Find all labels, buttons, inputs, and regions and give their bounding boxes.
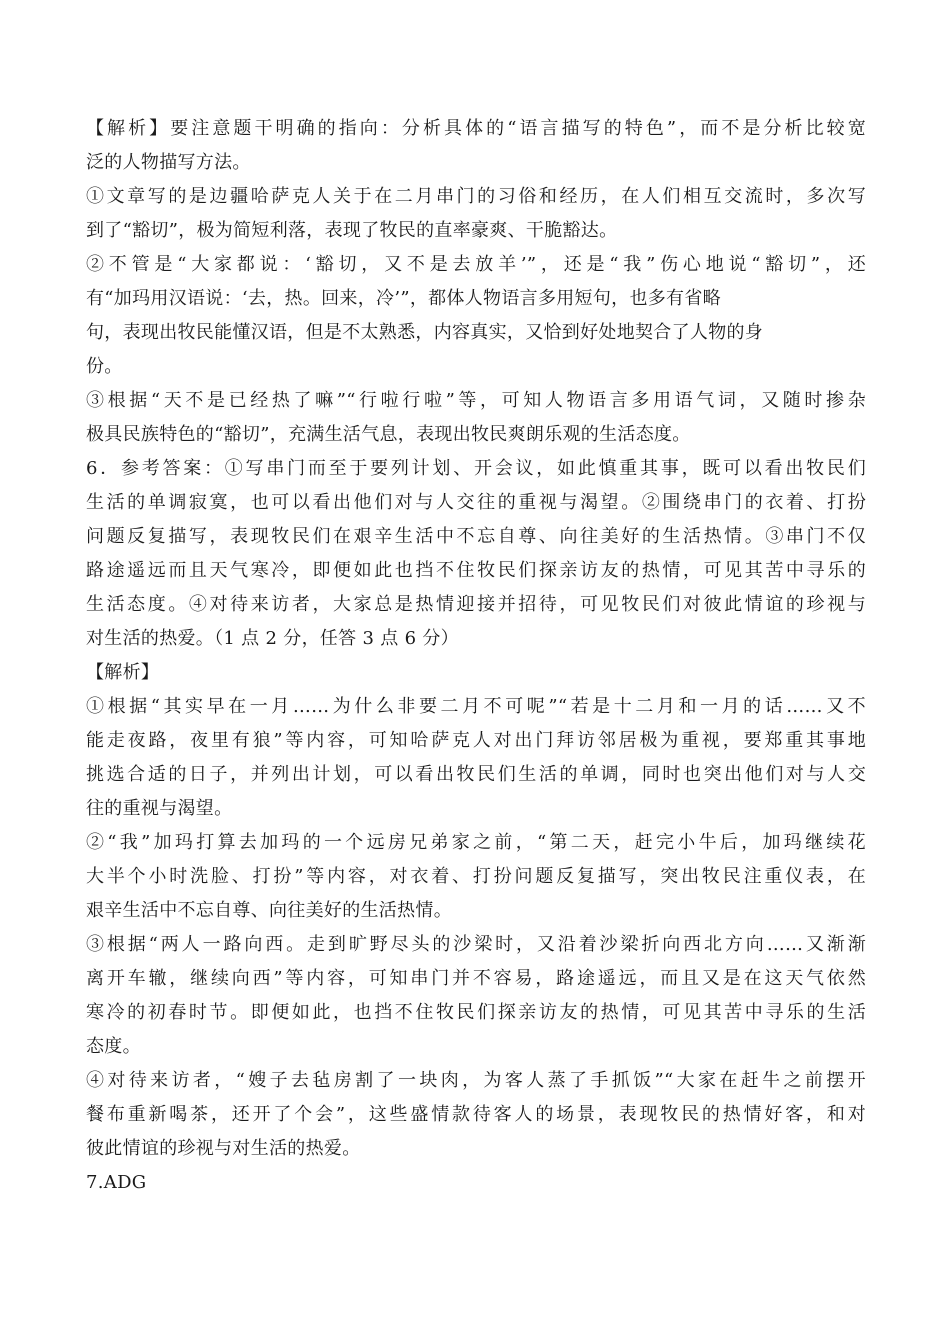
text-line: ②“我”加玛打算去加玛的一个远房兄弟家之前，“第二天，赶完小牛后，加玛继续花 [86, 832, 866, 853]
text-line: ①根据“其实早在一月……为什么非要二月不可呢”“若是十二月和一月的话……又不 [86, 696, 866, 717]
text-line: ②不管是“大家都说：‘豁切，又不是去放羊’”，还是“我”伤心地说“豁切”，还 [86, 254, 866, 275]
text-line: 往的重视与渴望。 [86, 798, 233, 819]
text-line: 离开车辙，继续向西”等内容，可知串门并不容易，路途遥远，而且又是在这天气依然 [86, 968, 866, 989]
text-line: 7.ADG [86, 1172, 147, 1193]
text-line: 挑选合适的日子，并列出计划，可以看出牧民们生活的单调，同时也突出他们对与人交 [86, 764, 866, 785]
text-line: 餐布重新喝茶，还开了个会”，这些盛情款待客人的场景，表现牧民的热情好客，和对 [86, 1104, 866, 1125]
text-line: 份。 [86, 356, 123, 377]
text-line: 大半个小时洗脸、打扮”等内容，对衣着、打扮问题反复描写，突出牧民注重仪表，在 [86, 866, 866, 887]
text-line: 态度。 [86, 1036, 141, 1057]
text-line: ④对待来访者，“嫂子去毡房割了一块肉，为客人蒸了手抓饭”“大家在赶牛之前摆开 [86, 1070, 866, 1091]
text-line: 【解析】 [86, 662, 160, 683]
text-line: 句，表现出牧民能懂汉语，但是不太熟悉，内容真实，又恰到好处地契合了人物的身 [86, 322, 764, 343]
text-line: 对生活的热爱。（1 点 2 分，任答 3 点 6 分） [86, 628, 459, 649]
text-line: 能走夜路，夜里有狼”等内容，可知哈萨克人对出门拜访邻居极为重视，要郑重其事地 [86, 730, 866, 751]
text-line: 极具民族特色的“豁切”，充满生活气息，表现出牧民爽朗乐观的生活态度。 [86, 424, 691, 445]
text-line: ③根据“两人一路向西。走到旷野尽头的沙梁时，又沿着沙梁折向西北方向……又渐渐 [86, 934, 866, 955]
text-line: 到了“豁切”，极为简短利落，表现了牧民的直率豪爽、干脆豁达。 [86, 220, 618, 241]
text-line: 6．参考答案：①写串门而至于要列计划、开会议，如此慎重其事，既可以看出牧民们 [86, 458, 866, 479]
text-line: 生活的单调寂寞，也可以看出他们对与人交往的重视与渴望。②围绕串门的衣着、打扮 [86, 492, 866, 513]
text-line: ①文章写的是边疆哈萨克人关于在二月串门的习俗和经历，在人们相互交流时，多次写 [86, 186, 866, 207]
document-body [86, 112, 866, 1200]
text-line: 彼此情谊的珍视与对生活的热爱。 [86, 1138, 361, 1159]
text-line: 路途遥远而且天气寒冷，即便如此也挡不住牧民们探亲访友的热情，可见其苦中寻乐的 [86, 560, 866, 581]
text-line: 艰辛生活中不忘自尊、向往美好的生活热情。 [86, 900, 452, 921]
text-line: 寒冷的初春时节。即便如此，也挡不住牧民们探亲访友的热情，可见其苦中寻乐的生活 [86, 1002, 866, 1023]
text-line: 【解析】要注意题干明确的指向：分析具体的“语言描写的特色”，而不是分析比较宽 [86, 118, 866, 139]
text-line: 泛的人物描写方法。 [86, 152, 251, 173]
text-line: 生活态度。④对待来访者，大家总是热情迎接并招待，可见牧民们对彼此情谊的珍视与 [86, 594, 866, 615]
text-line: 问题反复描写，表现牧民们在艰辛生活中不忘自尊、向往美好的生活热情。③串门不仅 [86, 526, 866, 547]
text-line: 有“加玛用汉语说：‘去，热。回来，冷’”，都体人物语言多用短句，也多有省略 [86, 288, 721, 309]
text-line: ③根据“天不是已经热了嘛”“行啦行啦”等，可知人物语言多用语气词，又随时掺杂 [86, 390, 866, 411]
